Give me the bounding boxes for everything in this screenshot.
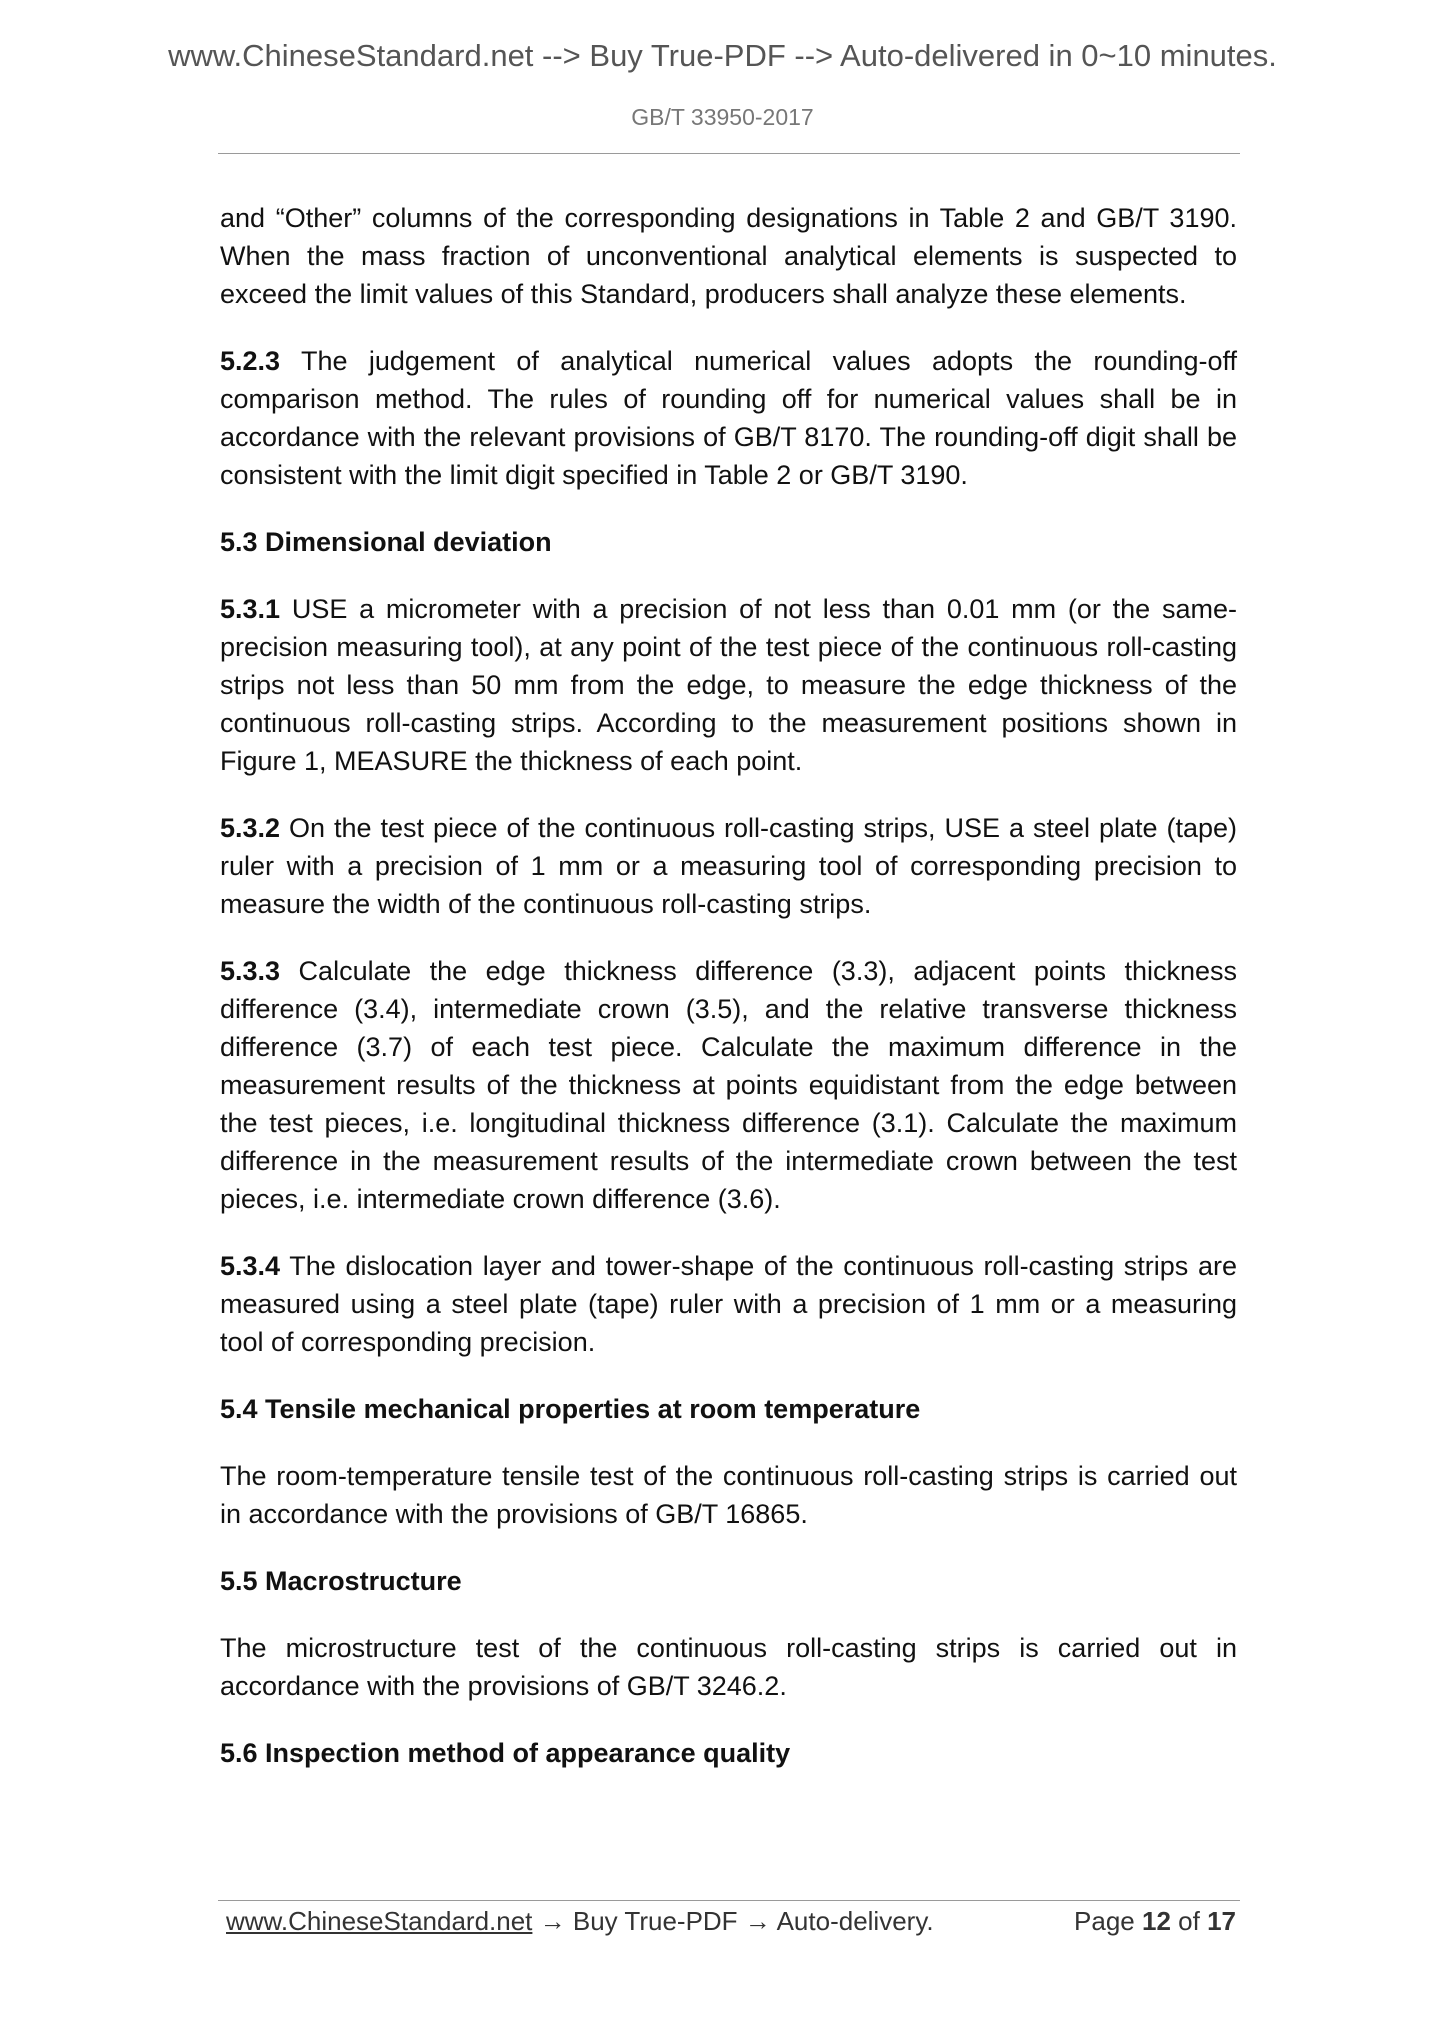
document-id: GB/T 33950-2017 — [631, 104, 814, 130]
clause-text: The dislocation layer and tower-shape of the continuous roll-casting strips are measured using a steel plate (tape) ruler with a precision of 1 mm or a measuring tool of corresponding precision. — [220, 1251, 1237, 1357]
clause-text: USE a micrometer with a precision of not less than 0.01 mm (or the same-precision measuring tool), at any point of the test piece of the continuous roll-casting strips not less than 50 mm from the edge, to measure the edge thickness of the continuous roll-casting strips. According to the measurement positions shown in Figure 1, MEASURE the thickness of each point. — [220, 594, 1237, 776]
clause-number: 5.3.4 — [220, 1251, 281, 1281]
clause-5-3-4 — [220, 1247, 1237, 1361]
header-banner: www.ChineseStandard.net --> Buy True-PDF --> Auto-delivered in 0~10 minutes. — [168, 38, 1277, 73]
page-number — [1074, 1903, 1236, 1939]
clause-5-2-3 — [220, 342, 1237, 494]
footer-links — [226, 1903, 934, 1939]
header-divider — [218, 153, 1240, 154]
footer-divider — [218, 1900, 1240, 1901]
paragraph-5-4: The room-temperature tensile test of the continuous roll-casting strips is carried out in accordance with the provisions of GB/T 16865. — [220, 1461, 1237, 1529]
paragraph-5-5: The microstructure test of the continuous roll-casting strips is carried out in accordance with the provisions of GB/T 3246.2. — [220, 1633, 1237, 1701]
arrow-right-icon: → — [532, 1906, 573, 1936]
clause-5-3-3 — [220, 952, 1237, 1218]
section-heading-5-5: 5.5 Macrostructure — [220, 1566, 462, 1596]
paragraph-continuation: and “Other” columns of the corresponding designations in Table 2 and GB/T 3190. When the mass fraction of unconventional analytical elements is suspected to exceed the limit values of this Standard, producers shall analyze these elements. — [220, 203, 1237, 309]
page-label: Page — [1074, 1906, 1135, 1936]
section-heading-5-4: 5.4 Tensile mechanical properties at room temperature — [220, 1394, 921, 1424]
buy-text: Buy True-PDF — [572, 1906, 738, 1936]
page-footer — [226, 1903, 1236, 1939]
section-heading-5-3: 5.3 Dimensional deviation — [220, 527, 552, 557]
clause-5-3-1 — [220, 590, 1237, 780]
of-label: of — [1178, 1906, 1200, 1936]
clause-number: 5.2.3 — [220, 346, 281, 376]
clause-5-3-2 — [220, 809, 1237, 923]
arrow-right-icon: → — [737, 1906, 777, 1936]
page-content — [220, 199, 1237, 1801]
clause-text: The judgement of analytical numerical values adopts the rounding-off comparison method. The rules of rounding off for numerical values shall be in accordance with the relevant provisions of GB/T 8170. The rounding-off digit shall be consistent with the limit digit specified in Table 2 or GB/T 3190. — [220, 346, 1237, 490]
clause-number: 5.3.2 — [220, 813, 281, 843]
delivery-text: Auto-delivery. — [776, 1906, 934, 1936]
clause-number: 5.3.1 — [220, 594, 281, 624]
clause-text: On the test piece of the continuous roll-casting strips, USE a steel plate (tape) ruler with a precision of 1 mm or a measuring tool of corresponding precision to measure the width of the continuous roll-casting strips. — [220, 813, 1237, 919]
clause-number: 5.3.3 — [220, 956, 281, 986]
site-link[interactable]: www.ChineseStandard.net — [226, 1906, 533, 1936]
clause-text: Calculate the edge thickness difference (3.3), adjacent points thickness difference (3.4), intermediate crown (3.5), and the relative transverse thickness difference (3.7) of each test piece. Calculate the maximum difference in the measurement results of the thickness at points equidistant from the edge between the test pieces, i.e. longitudinal thickness difference (3.1). Calculate the maximum difference in the measurement results of the intermediate crown between the test pieces, i.e. intermediate crown difference (3.6). — [220, 956, 1237, 1214]
page-total: 17 — [1207, 1906, 1236, 1936]
page-current: 12 — [1142, 1906, 1171, 1936]
section-heading-5-6: 5.6 Inspection method of appearance quality — [220, 1738, 791, 1768]
